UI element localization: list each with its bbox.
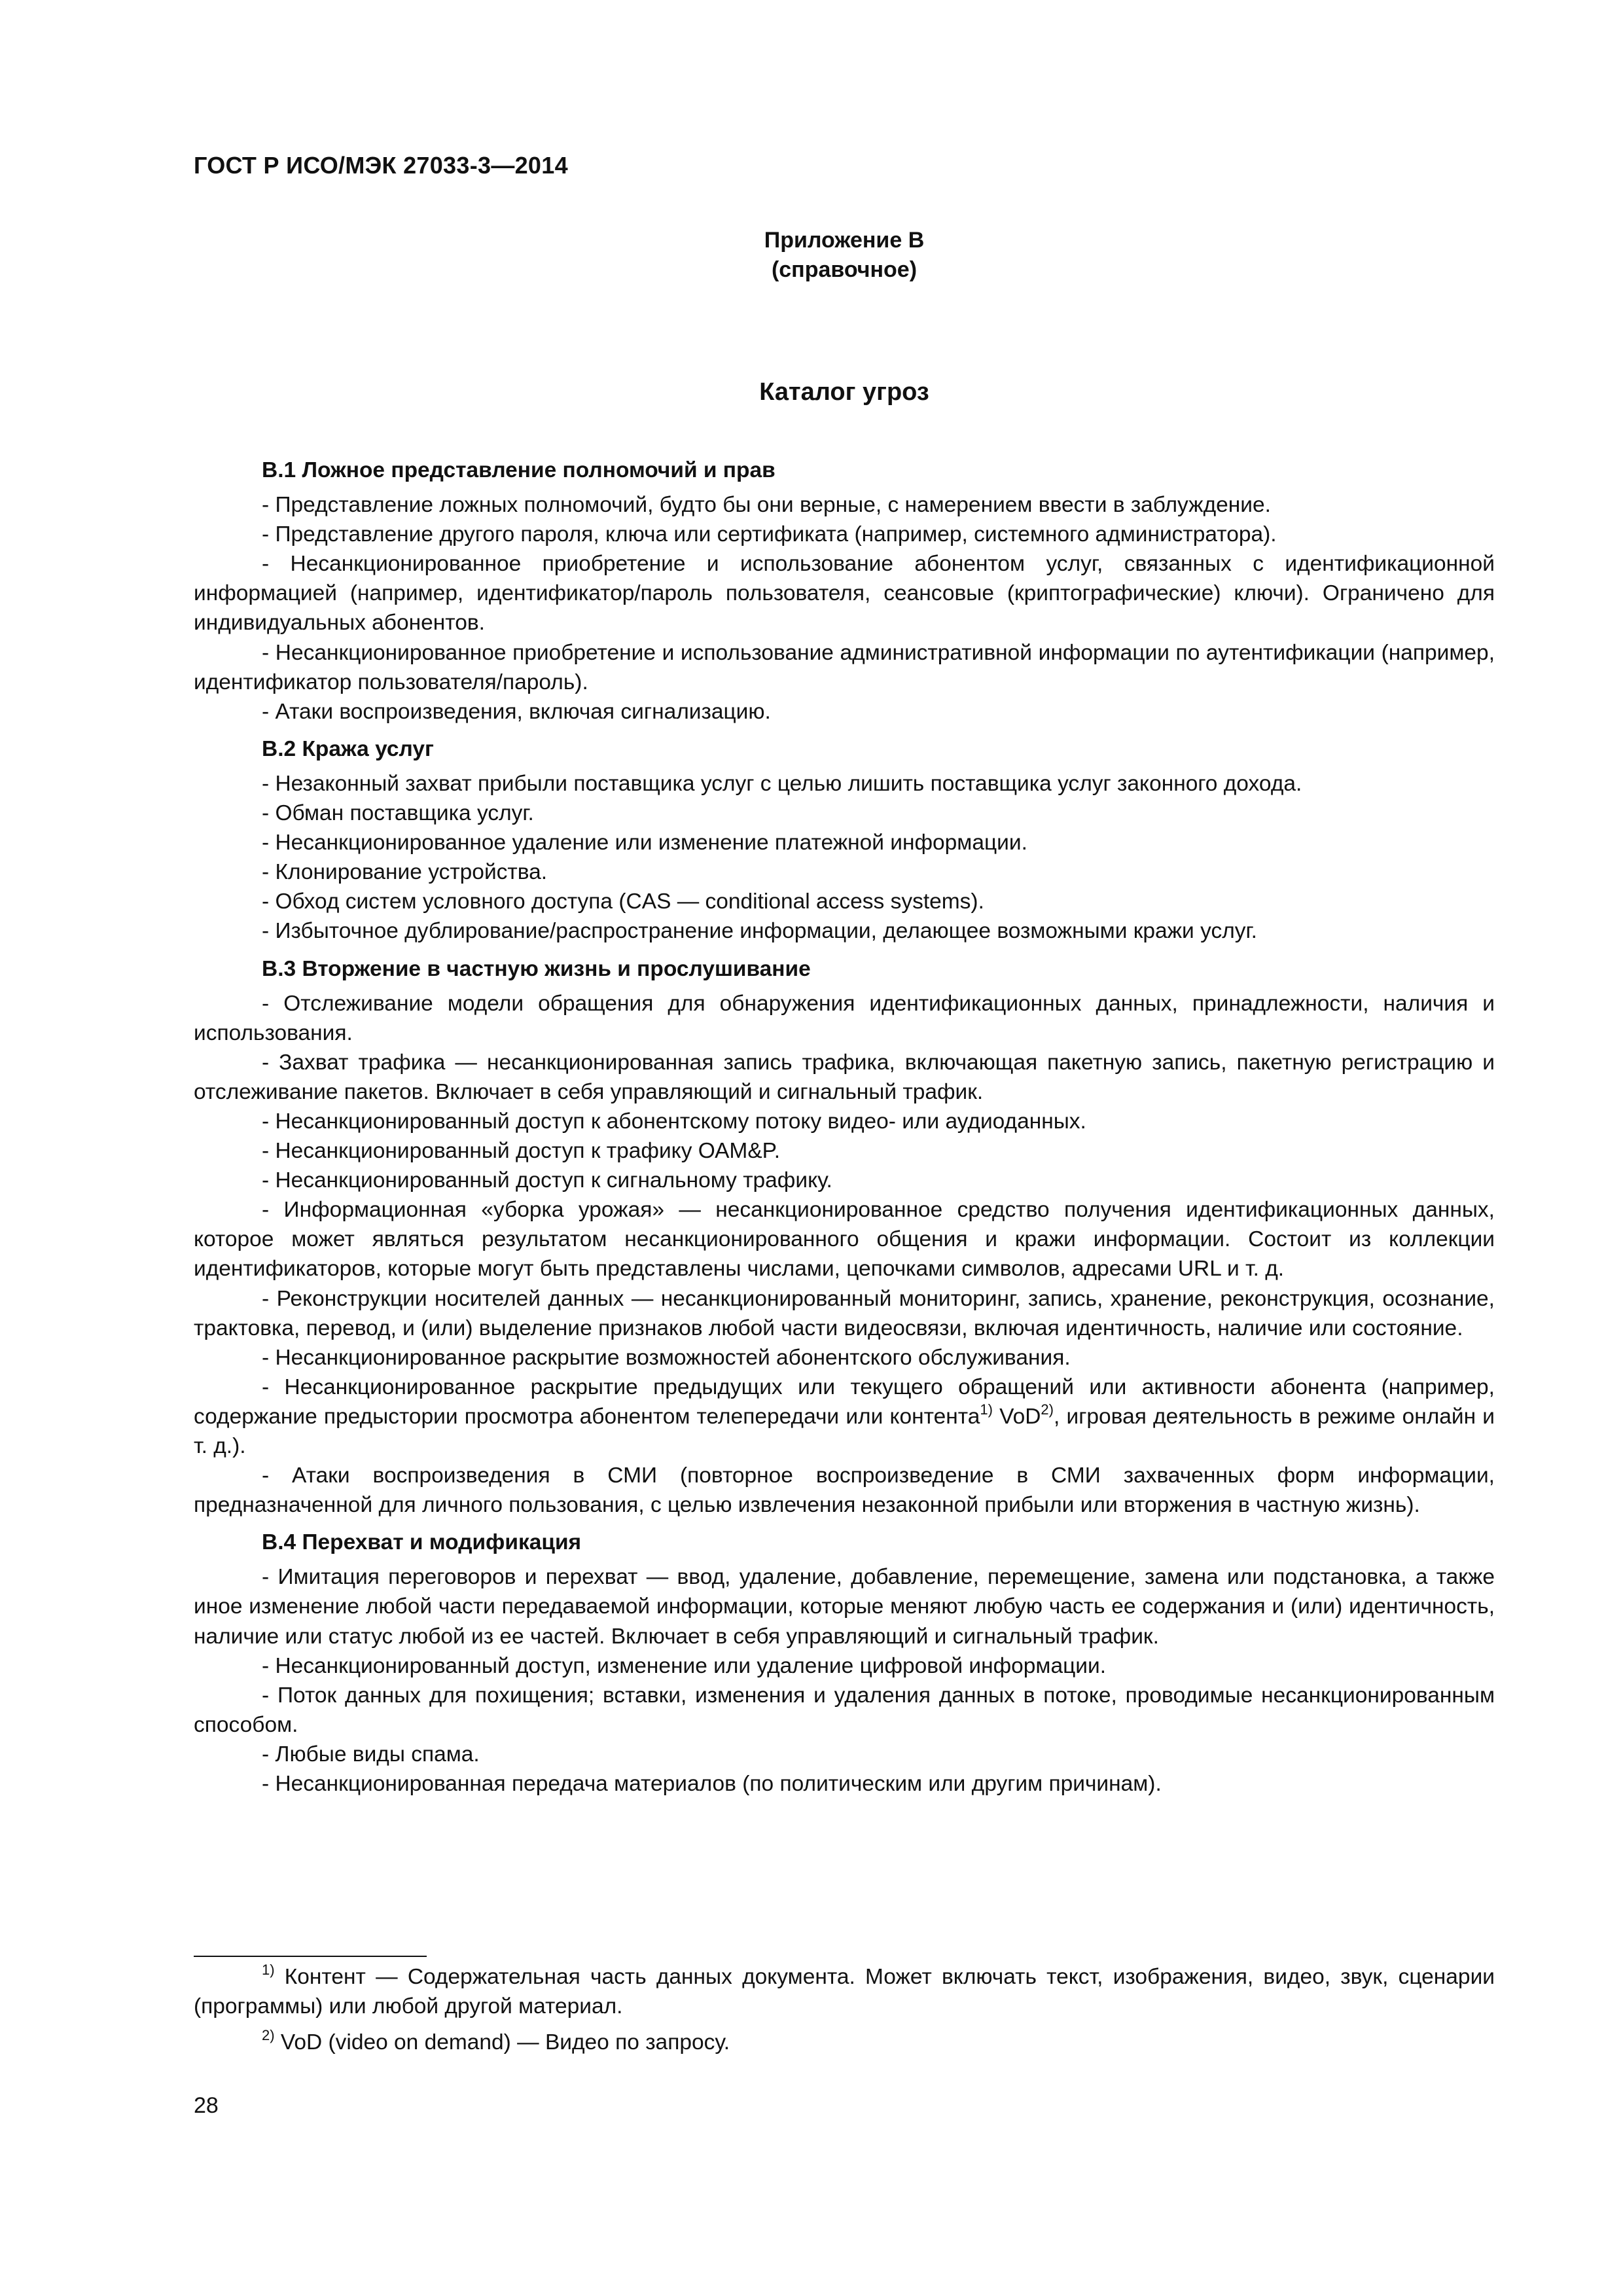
list-item: - Несанкционированный доступ, изменение или удаление цифровой информации. bbox=[262, 1653, 1106, 1678]
list-item: - Реконструкции носителей данных — несанкционированный мониторинг, запись, хранение, реконструкция, осознание, трактовка, перевод, и (или) выделение признаков любой части видеосвязи, включая идентичность, наличие или состояние. bbox=[194, 1286, 1495, 1340]
list-item: - Обход систем условного доступа (CAS — conditional access systems). bbox=[262, 889, 984, 914]
list-item: - Клонирование устройства. bbox=[262, 860, 548, 885]
list-item: - Несанкционированный доступ к трафику ОАМ&P. bbox=[262, 1139, 781, 1164]
list-item: - Несанкционированное раскрытие возможностей абонентского обслуживания. bbox=[262, 1345, 1071, 1370]
footnote-mark: 2) bbox=[262, 2027, 275, 2044]
list-item: - Обман поставщика услуг. bbox=[262, 801, 534, 826]
list-item: - Поток данных для похищения; вставки, изменения и удаления данных в потоке, проводимые несанкционированным способом. bbox=[194, 1683, 1495, 1737]
list-item-text: - Несанкционированное раскрытие предыдущих или текущего обращений или активности абонента (например, содержание предыстории просмотра абонентом телепередачи или контента bbox=[194, 1374, 1495, 1429]
annex-title: Приложение B bbox=[764, 228, 925, 253]
list-item: - Несанкционированная передача материалов (по политическим или другим причинам). bbox=[262, 1772, 1162, 1797]
list-item: - Атаки воспроизведения в СМИ (повторное воспроизведение в СМИ захваченных форм информации, предназначенной для личного пользования, с целью извлечения незаконной прибыли или вторжения в частную жизнь). bbox=[194, 1463, 1495, 1518]
list-item: - Избыточное дублирование/распространение информации, делающее возможными кражи услуг. bbox=[262, 919, 1257, 944]
list-item: - Несанкционированный доступ к абонентскому потоку видео- или аудиоданных. bbox=[262, 1109, 1086, 1134]
list-item: - Представление ложных полномочий, будто бы они верные, с намерением ввести в заблуждение. bbox=[262, 493, 1271, 518]
list-item-text: , игровая деятельность в режиме онлайн и т. д.). bbox=[194, 1404, 1495, 1458]
footnote bbox=[194, 1962, 1495, 2021]
list-item: - Информационная «уборка урожая» — несанкционированное средство получения идентификационных данных, которое может являться результатом несанкционированного общения и кражи информации. Состоит из коллекции идентификаторов, которые могут быть представлены числами, цепочками символов, адресами URL и т. д. bbox=[194, 1198, 1495, 1282]
list-item-text: VoD bbox=[992, 1404, 1041, 1429]
footnote-mark: 1) bbox=[262, 1962, 275, 1978]
list-item: - Несанкционированный доступ к сигнальному трафику. bbox=[262, 1168, 832, 1193]
annex-heading bbox=[194, 226, 1495, 285]
list-item: - Незаконный захват прибыли поставщика услуг с целью лишить поставщика услуг законного дохода. bbox=[262, 771, 1302, 796]
list-item: - Захват трафика — несанкционированная запись трафика, включающая пакетную запись, пакетную регистрацию и отслеживание пакетов. Включает в себя управляющий и сигнальный трафик. bbox=[194, 1050, 1495, 1104]
list-item: - Атаки воспроизведения, включая сигнализацию. bbox=[262, 699, 771, 724]
document-body bbox=[194, 448, 1495, 1799]
footnote-ref-2: 2) bbox=[1041, 1401, 1054, 1418]
page-number: 28 bbox=[194, 2093, 219, 2118]
annex-type: (справочное) bbox=[771, 257, 918, 282]
list-item: - Несанкционированное приобретение и использование абонентом услуг, связанных с идентификационной информацией (например, идентификатор/пароль пользователя, сеансовые (криптографические) ключи). Ограничено для индивидуальных абонентов. bbox=[194, 552, 1495, 636]
footnote-text: Контент — Содержательная часть данных документа. Может включать текст, изображения, видео, звук, сценарии (программы) или любой другой материал. bbox=[194, 1965, 1495, 2019]
section-heading-b1: B.1 Ложное представление полномочий и прав bbox=[262, 458, 776, 482]
footnote-separator bbox=[194, 1956, 427, 1957]
section-heading-b2: B.2 Кража услуг bbox=[262, 736, 434, 761]
list-item: - Имитация переговоров и перехват — ввод, удаление, добавление, перемещение, замена или подстановка, а также иное изменение любой части передаваемой информации, которые меняют любую часть ее содержания и (или) идентичность, наличие или статус любой из ее частей. Включает в себя управляющий и сигнальный трафик. bbox=[194, 1565, 1495, 1649]
footnote-text: VoD (video on demand) — Видео по запросу. bbox=[274, 2030, 730, 2055]
footnotes bbox=[194, 1962, 1495, 2064]
footnote bbox=[194, 2028, 1495, 2057]
catalog-title: Каталог угроз bbox=[759, 378, 929, 406]
list-item: - Несанкционированное приобретение и использование административной информации по аутентификации (например, идентификатор пользователя/пароль). bbox=[194, 640, 1495, 694]
section-heading-b4: B.4 Перехват и модификация bbox=[262, 1530, 582, 1555]
list-item: - Несанкционированное удаление или изменение платежной информации. bbox=[262, 831, 1027, 855]
list-item: - Любые виды спама. bbox=[262, 1742, 480, 1767]
list-item: - Представление другого пароля, ключа или сертификата (например, системного администратора). bbox=[262, 522, 1277, 547]
document-header: ГОСТ Р ИСО/МЭК 27033-3—2014 bbox=[194, 152, 568, 179]
list-item bbox=[194, 1372, 1495, 1461]
list-item: - Отслеживание модели обращения для обнаружения идентификационных данных, принадлежности, наличия и использования. bbox=[194, 991, 1495, 1045]
footnote-ref-1: 1) bbox=[980, 1401, 993, 1418]
section-heading-b3: B.3 Вторжение в частную жизнь и прослушивание bbox=[262, 956, 811, 981]
